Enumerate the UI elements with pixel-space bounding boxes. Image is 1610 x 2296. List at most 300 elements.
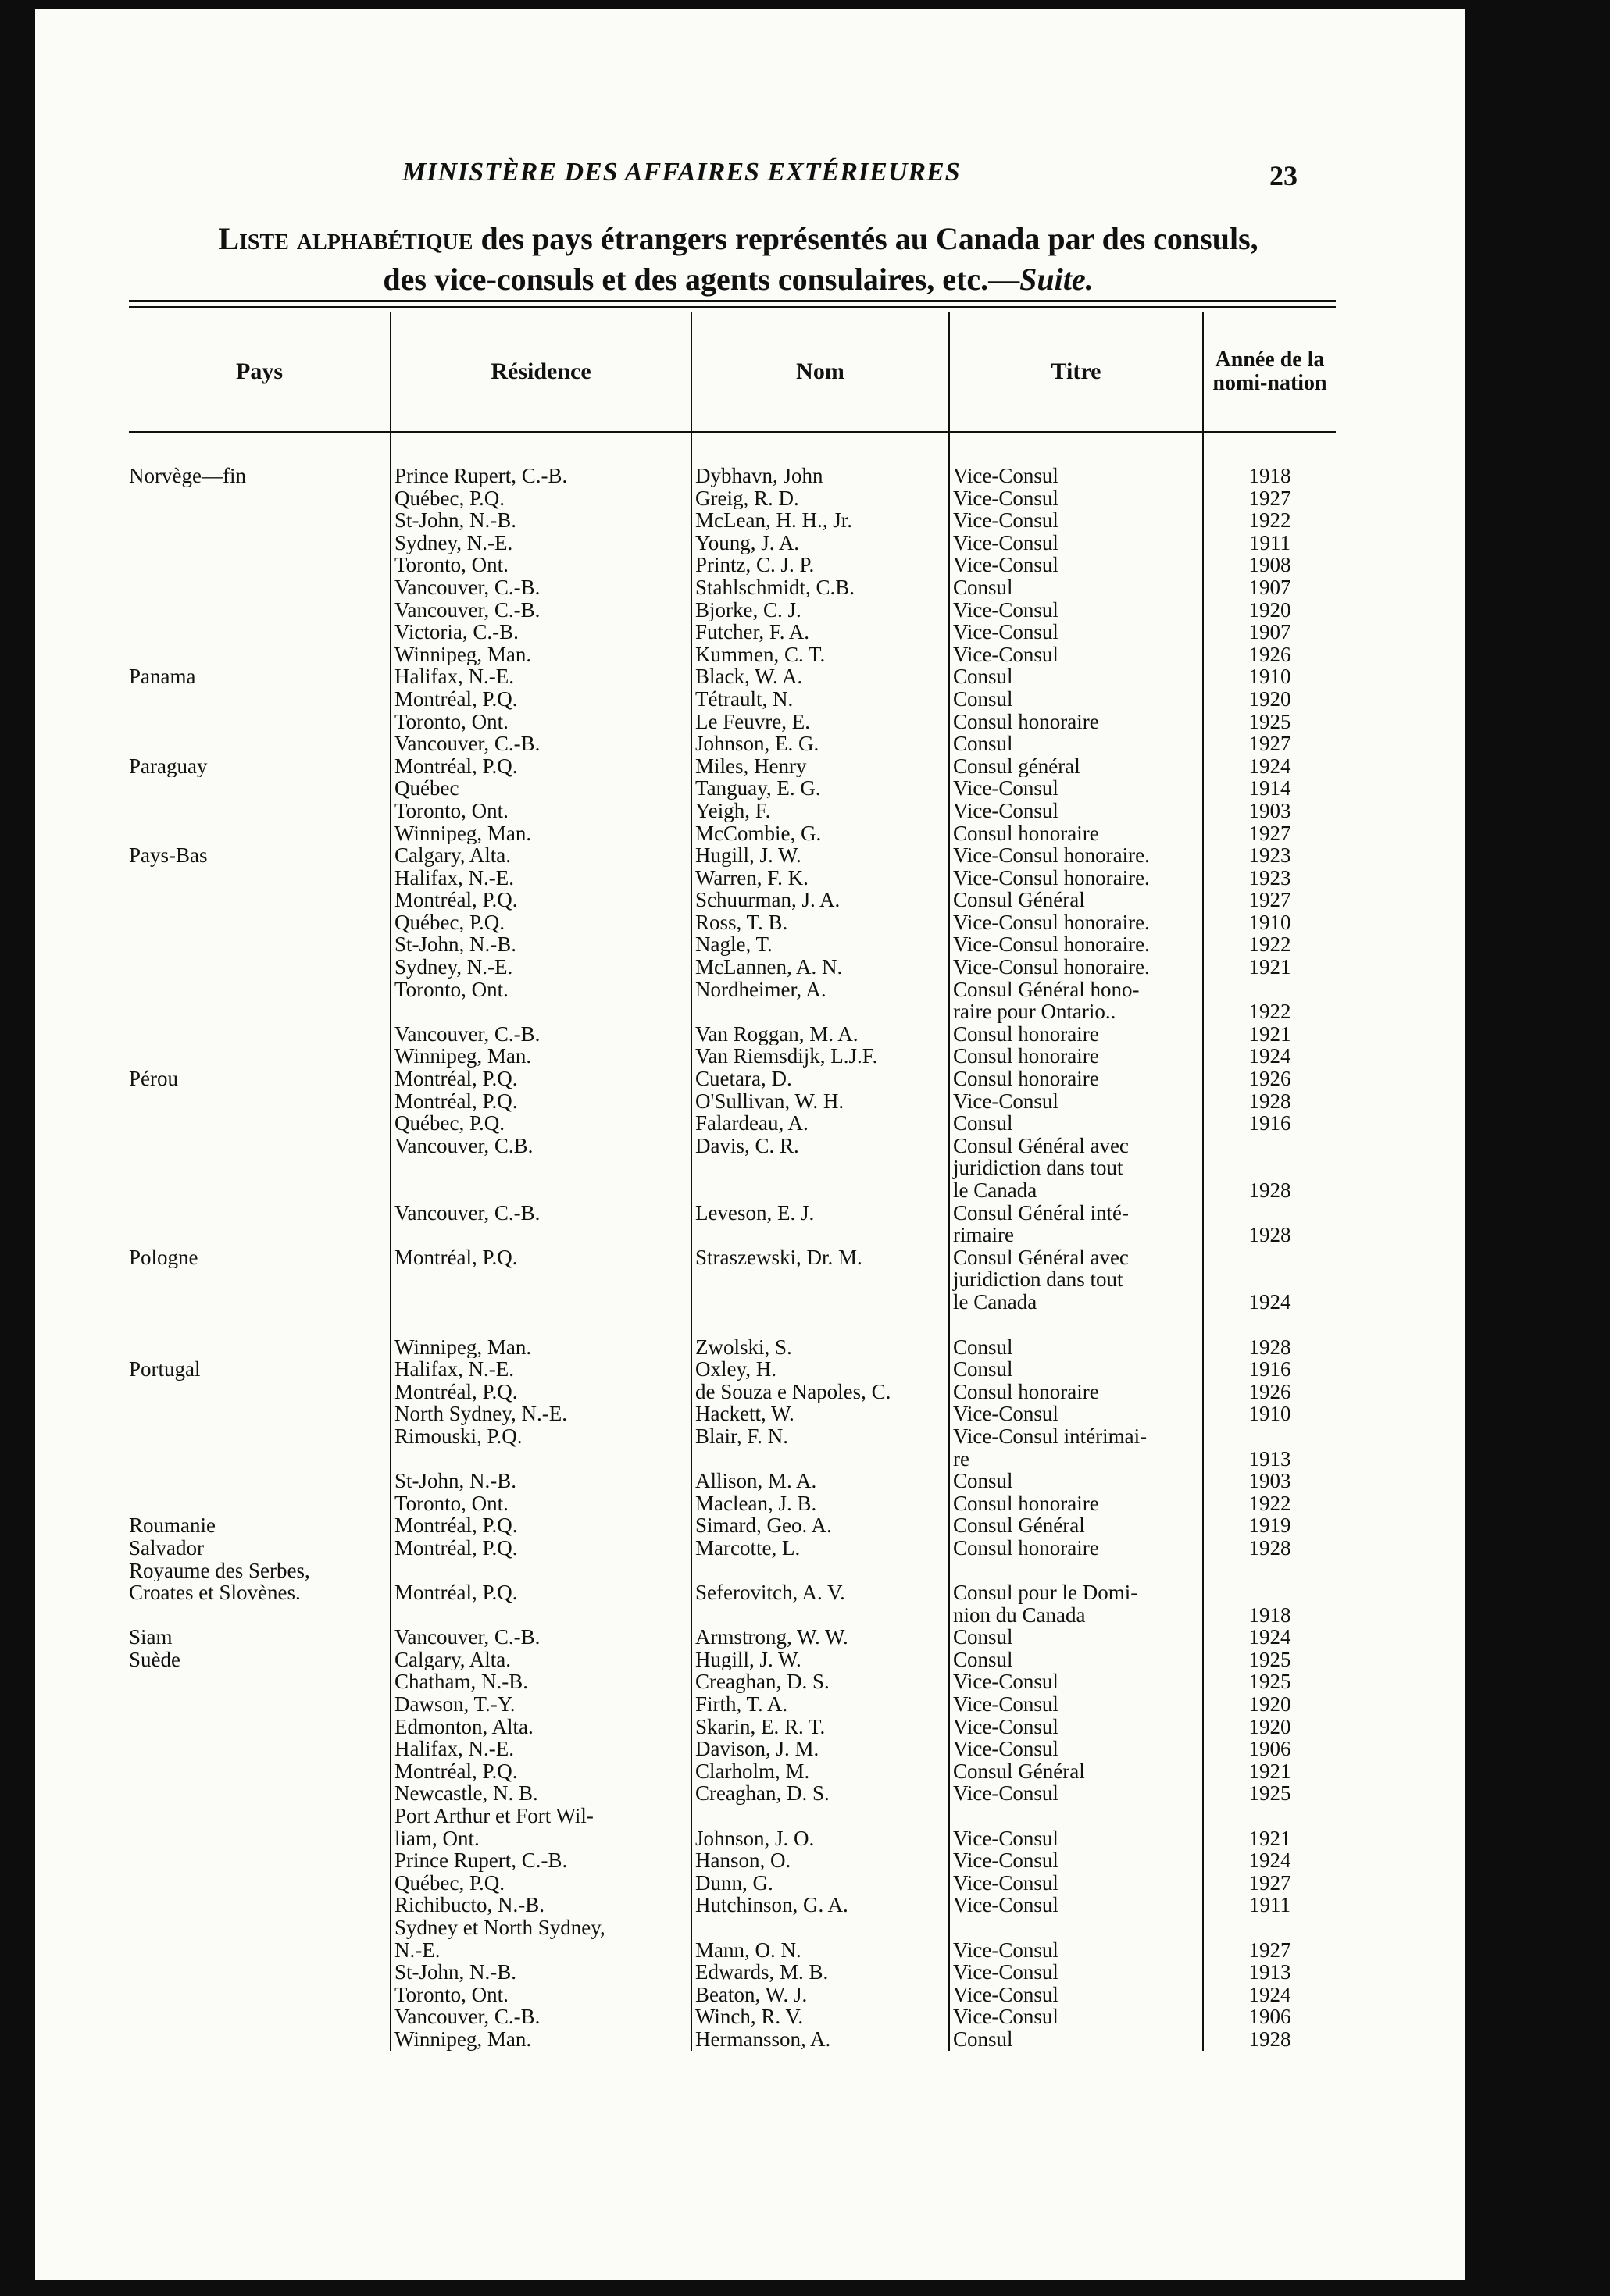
- cell-pays: [129, 1157, 391, 1179]
- cell-residence: Edmonton, Alta.: [391, 1716, 691, 1738]
- cell-titre: Vice-Consul honoraire.: [949, 933, 1203, 956]
- cell-nom: McLannen, A. N.: [691, 956, 949, 979]
- cell-annee: [1203, 1268, 1336, 1291]
- cell-nom: Young, J. A.: [691, 532, 949, 554]
- cell-titre: Vice-Consul: [949, 800, 1203, 822]
- cell-residence: [391, 1291, 691, 1314]
- cell-nom: Marcotte, L.: [691, 1537, 949, 1560]
- table-row: [129, 554, 1336, 576]
- table-row: [129, 1492, 1336, 1515]
- cell-pays: Portugal: [129, 1358, 201, 1381]
- table-row: [129, 755, 1336, 778]
- cell-nom: Yeigh, F.: [691, 800, 949, 822]
- cell-titre: Vice-Consul: [949, 1716, 1203, 1738]
- cell-titre: [949, 1805, 1203, 1827]
- cell-titre: Vice-Consul: [949, 554, 1203, 576]
- cell-pays: [129, 465, 391, 487]
- table-row: [129, 2005, 1336, 2028]
- cell-nom: Hermansson, A.: [691, 2028, 949, 2051]
- cell-titre: Consul: [949, 1336, 1203, 1359]
- cell-nom: Straszewski, Dr. M.: [691, 1246, 949, 1269]
- cell-pays: [129, 777, 391, 800]
- cell-residence: Québec, P.Q.: [391, 1112, 691, 1135]
- cell-annee: [1203, 1425, 1336, 1448]
- table-row: [129, 465, 1336, 487]
- cell-annee: 1913: [1203, 1448, 1336, 1471]
- cell-titre: Consul Général avec: [949, 1246, 1203, 1269]
- cell-titre: Consul Général: [949, 889, 1203, 911]
- cell-pays: [129, 599, 391, 622]
- cell-residence: Toronto, Ont.: [391, 1492, 691, 1515]
- cell-annee: 1907: [1203, 621, 1336, 644]
- cell-nom: Skarin, E. R. T.: [691, 1716, 949, 1738]
- cell-pays: [129, 1760, 391, 1783]
- cell-pays: [129, 979, 391, 1001]
- cell-nom: [691, 1916, 949, 1939]
- cell-titre: Vice-Consul: [949, 1984, 1203, 2006]
- cell-titre: Consul général: [949, 755, 1203, 778]
- cell-residence: St-John, N.-B.: [391, 509, 691, 532]
- cell-titre: Vice-Consul intérimai-: [949, 1425, 1203, 1448]
- cell-titre: Vice-Consul: [949, 487, 1203, 510]
- cell-residence: Halifax, N.-E.: [391, 665, 691, 688]
- cell-nom: Hugill, J. W.: [691, 1649, 949, 1671]
- cell-residence: [391, 1268, 691, 1291]
- cell-pays: [129, 1872, 391, 1895]
- cell-pays: [129, 644, 391, 666]
- cell-titre: Vice-Consul: [949, 1849, 1203, 1872]
- table-row: [129, 979, 1336, 1001]
- cell-residence: Newcastle, N. B.: [391, 1782, 691, 1805]
- cell-residence: Toronto, Ont.: [391, 1984, 691, 2006]
- cell-nom: Mann, O. N.: [691, 1939, 949, 1962]
- cell-annee: 1914: [1203, 777, 1336, 800]
- table-header-row: [129, 312, 1336, 433]
- cell-annee: 1916: [1203, 1358, 1336, 1381]
- cell-annee: [1203, 1805, 1336, 1827]
- cell-nom: Seferovitch, A. V.: [691, 1581, 949, 1604]
- cell-titre: Consul honoraire: [949, 1068, 1203, 1090]
- cell-annee: 1924: [1203, 1291, 1336, 1314]
- cell-titre: Vice-Consul: [949, 1403, 1203, 1425]
- cell-nom: McCombie, G.: [691, 822, 949, 845]
- cell-pays: [129, 956, 391, 979]
- cell-pays: [129, 509, 391, 532]
- cell-titre: Consul Général: [949, 1514, 1203, 1537]
- cell-pays: [129, 1202, 391, 1225]
- cell-residence: Québec, P.Q.: [391, 487, 691, 510]
- cell-annee: 1928: [1203, 2028, 1336, 2051]
- cell-titre: le Canada: [949, 1291, 1203, 1314]
- table-row: [129, 1403, 1336, 1425]
- cell-annee: 1921: [1203, 1827, 1336, 1850]
- cell-annee: 1921: [1203, 956, 1336, 979]
- cell-nom: [691, 1224, 949, 1246]
- cell-pays: [129, 487, 391, 510]
- cell-residence: Toronto, Ont.: [391, 800, 691, 822]
- cell-annee: 1927: [1203, 1872, 1336, 1895]
- cell-nom: [691, 1000, 949, 1023]
- cell-annee: 1924: [1203, 755, 1336, 778]
- table-row: [129, 733, 1336, 755]
- cell-pays: [129, 822, 391, 845]
- cell-nom: Le Feuvre, E.: [691, 711, 949, 733]
- table-row: [129, 1179, 1336, 1202]
- cell-pays: Panama: [129, 665, 196, 688]
- cell-nom: [691, 1805, 949, 1827]
- cell-residence: Montréal, P.Q.: [391, 1581, 691, 1604]
- page-title: [129, 219, 1348, 300]
- cell-pays: Roumanie: [129, 1514, 216, 1537]
- table-row: [129, 621, 1336, 644]
- cell-nom: [691, 1560, 949, 1582]
- cell-nom: Nordheimer, A.: [691, 979, 949, 1001]
- cell-pays: [129, 1670, 391, 1693]
- table-row: [129, 867, 1336, 890]
- table-row: [129, 1202, 1336, 1225]
- cell-nom: Creaghan, D. S.: [691, 1670, 949, 1693]
- cell-residence: liam, Ont.: [391, 1827, 691, 1850]
- table-row: [129, 1649, 1336, 1671]
- cell-nom: Dybhavn, John: [691, 465, 949, 487]
- table-row: [129, 1090, 1336, 1113]
- cell-nom: Armstrong, W. W.: [691, 1626, 949, 1649]
- table-row: [129, 800, 1336, 822]
- cell-titre: Vice-Consul: [949, 1827, 1203, 1850]
- cell-annee: 1906: [1203, 1738, 1336, 1760]
- cell-residence: Montréal, P.Q.: [391, 1068, 691, 1090]
- cell-nom: Oxley, H.: [691, 1358, 949, 1381]
- cell-residence: Vancouver, C.-B.: [391, 2005, 691, 2028]
- table-row: [129, 889, 1336, 911]
- cell-pays: [129, 911, 391, 934]
- cell-nom: [691, 1604, 949, 1627]
- cell-annee: 1928: [1203, 1090, 1336, 1113]
- cell-pays: [129, 1492, 391, 1515]
- cell-titre: Consul Général inté-: [949, 1202, 1203, 1225]
- cell-residence: [391, 1448, 691, 1471]
- cell-annee: 1927: [1203, 1939, 1336, 1962]
- table-row: [129, 576, 1336, 599]
- cell-residence: Montréal, P.Q.: [391, 1760, 691, 1783]
- table-row: [129, 1000, 1336, 1023]
- table-row: [129, 911, 1336, 934]
- cell-residence: Port Arthur et Fort Wil-: [391, 1805, 691, 1827]
- cell-annee: 1928: [1203, 1179, 1336, 1202]
- cell-annee: 1920: [1203, 688, 1336, 711]
- cell-annee: 1928: [1203, 1336, 1336, 1359]
- cell-pays: Pérou: [129, 1068, 178, 1090]
- table-row: [129, 1984, 1336, 2006]
- cell-nom: Van Roggan, M. A.: [691, 1023, 949, 1046]
- cell-pays: Croates et Slovènes.: [129, 1581, 301, 1604]
- cell-pays: [129, 554, 391, 576]
- header-pays: Pays: [129, 312, 391, 433]
- cell-nom: O'Sullivan, W. H.: [691, 1090, 949, 1113]
- cell-annee: 1926: [1203, 1381, 1336, 1403]
- cell-pays: [129, 1425, 391, 1448]
- cell-residence: Montréal, P.Q.: [391, 1381, 691, 1403]
- cell-titre: Consul: [949, 688, 1203, 711]
- cell-annee: 1922: [1203, 933, 1336, 956]
- cell-nom: Johnson, E. G.: [691, 733, 949, 755]
- cell-annee: 1925: [1203, 1782, 1336, 1805]
- cell-annee: 1924: [1203, 1045, 1336, 1068]
- cell-nom: [691, 1179, 949, 1202]
- cell-residence: [391, 1157, 691, 1179]
- cell-pays: [129, 1693, 391, 1716]
- cell-annee: 1910: [1203, 911, 1336, 934]
- cell-residence: [391, 1224, 691, 1246]
- cell-pays: [129, 1805, 391, 1827]
- document-page: [35, 9, 1465, 2280]
- cell-nom: Creaghan, D. S.: [691, 1782, 949, 1805]
- cell-annee: 1925: [1203, 1649, 1336, 1671]
- cell-pays: [129, 1023, 391, 1046]
- cell-residence: Chatham, N.-B.: [391, 1670, 691, 1693]
- cell-titre: Consul Général avec: [949, 1135, 1203, 1157]
- cell-titre: juridiction dans tout: [949, 1157, 1203, 1179]
- cell-residence: Sydney, N.-E.: [391, 956, 691, 979]
- cell-pays: [129, 1849, 391, 1872]
- table-row: [129, 1916, 1336, 1939]
- table-row: [129, 1381, 1336, 1403]
- table-row: [129, 1581, 1336, 1604]
- cell-annee: 1916: [1203, 1112, 1336, 1135]
- cell-residence: St-John, N.-B.: [391, 1961, 691, 1984]
- cell-residence: [391, 1604, 691, 1627]
- cell-titre: rimaire: [949, 1224, 1203, 1246]
- cell-nom: Stahlschmidt, C.B.: [691, 576, 949, 599]
- cell-pays: Pologne: [129, 1246, 198, 1269]
- cell-annee: 1924: [1203, 1984, 1336, 2006]
- cell-residence: Winnipeg, Man.: [391, 1336, 691, 1359]
- cell-pays: [129, 1916, 391, 1939]
- cell-titre: le Canada: [949, 1179, 1203, 1202]
- title-line2: des vice-consuls et des agents consulaires, etc.—: [383, 262, 1020, 297]
- cell-nom: Nagle, T.: [691, 933, 949, 956]
- cell-nom: [691, 1157, 949, 1179]
- cell-pays: [129, 889, 391, 911]
- table-row: [129, 822, 1336, 845]
- table-row: [129, 1135, 1336, 1157]
- cell-pays: [129, 1984, 391, 2006]
- cell-pays: [129, 711, 391, 733]
- table-row: [129, 1068, 1336, 1090]
- cell-annee: [1203, 1202, 1336, 1225]
- header-residence: Résidence: [391, 312, 691, 433]
- cell-titre: Vice-Consul honoraire.: [949, 911, 1203, 934]
- cell-titre: [949, 1916, 1203, 1939]
- table-row: [129, 1716, 1336, 1738]
- cell-pays: [129, 1381, 391, 1403]
- cell-annee: 1918: [1203, 1604, 1336, 1627]
- cell-titre: Vice-Consul: [949, 777, 1203, 800]
- cell-residence: Vancouver, C.-B.: [391, 1023, 691, 1046]
- cell-pays: [129, 1112, 391, 1135]
- cell-pays: [129, 1090, 391, 1113]
- title-smallcaps: Liste alphabétique: [218, 221, 473, 256]
- cell-residence: Winnipeg, Man.: [391, 644, 691, 666]
- cell-pays: [129, 1894, 391, 1916]
- table-row: [129, 1291, 1336, 1314]
- cell-annee: 1903: [1203, 1470, 1336, 1492]
- cell-nom: Futcher, F. A.: [691, 621, 949, 644]
- cell-nom: Hutchinson, G. A.: [691, 1894, 949, 1916]
- cell-residence: Vancouver, C.-B.: [391, 599, 691, 622]
- cell-annee: 1926: [1203, 1068, 1336, 1090]
- cell-titre: Consul honoraire: [949, 711, 1203, 733]
- top-rule-2: [129, 306, 1336, 308]
- table-row: [129, 1045, 1336, 1068]
- cell-titre: Consul honoraire: [949, 1023, 1203, 1046]
- cell-pays: [129, 867, 391, 890]
- cell-residence: Toronto, Ont.: [391, 711, 691, 733]
- cell-titre: Vice-Consul honoraire.: [949, 956, 1203, 979]
- cell-titre: [949, 1560, 1203, 1582]
- cell-residence: N.-E.: [391, 1939, 691, 1962]
- cell-titre: Vice-Consul: [949, 532, 1203, 554]
- cell-annee: 1911: [1203, 532, 1336, 554]
- cell-annee: 1927: [1203, 487, 1336, 510]
- table-row: [129, 1448, 1336, 1471]
- cell-annee: 1903: [1203, 800, 1336, 822]
- table-row: [129, 1560, 1336, 1582]
- cell-pays: [129, 1135, 391, 1157]
- table-row: [129, 956, 1336, 979]
- cell-annee: 1911: [1203, 1894, 1336, 1916]
- cell-annee: 1926: [1203, 644, 1336, 666]
- cell-annee: 1925: [1203, 711, 1336, 733]
- table-row: [129, 1157, 1336, 1179]
- cell-titre: Vice-Consul: [949, 599, 1203, 622]
- cell-titre: Vice-Consul: [949, 621, 1203, 644]
- cell-residence: Richibucto, N.-B.: [391, 1894, 691, 1916]
- cell-nom: Beaton, W. J.: [691, 1984, 949, 2006]
- table-row: [129, 487, 1336, 510]
- cell-annee: [1203, 1135, 1336, 1157]
- cell-nom: Clarholm, M.: [691, 1760, 949, 1783]
- table-row: [129, 1738, 1336, 1760]
- cell-residence: Toronto, Ont.: [391, 554, 691, 576]
- cell-titre: Vice-Consul: [949, 1782, 1203, 1805]
- cell-pays: [129, 1224, 391, 1246]
- table-row: [129, 509, 1336, 532]
- table-row: [129, 1805, 1336, 1827]
- cell-nom: Leveson, E. J.: [691, 1202, 949, 1225]
- cell-nom: Kummen, C. T.: [691, 644, 949, 666]
- cell-residence: Québec: [391, 777, 691, 800]
- cell-nom: Davison, J. M.: [691, 1738, 949, 1760]
- top-rule: [129, 300, 1336, 302]
- cell-titre: Consul: [949, 1112, 1203, 1135]
- cell-pays: [129, 1268, 391, 1291]
- cell-annee: 1927: [1203, 889, 1336, 911]
- table-row: [129, 1268, 1336, 1291]
- cell-pays: [129, 688, 391, 711]
- cell-annee: 1910: [1203, 665, 1336, 688]
- table-row: [129, 1626, 1336, 1649]
- cell-titre: Vice-Consul: [949, 1090, 1203, 1113]
- cell-titre: Vice-Consul honoraire.: [949, 867, 1203, 890]
- cell-residence: Sydney, N.-E.: [391, 532, 691, 554]
- table-row: [129, 933, 1336, 956]
- row-gap: [129, 1314, 1336, 1336]
- running-header: MINISTÈRE DES AFFAIRES EXTÉRIEURES: [402, 158, 961, 187]
- cell-annee: 1928: [1203, 1537, 1336, 1560]
- cell-titre: Vice-Consul: [949, 644, 1203, 666]
- cell-residence: Prince Rupert, C.-B.: [391, 465, 691, 487]
- cell-nom: Printz, C. J. P.: [691, 554, 949, 576]
- cell-pays: [129, 1179, 391, 1202]
- cell-residence: Montréal, P.Q.: [391, 1537, 691, 1560]
- cell-residence: North Sydney, N.-E.: [391, 1403, 691, 1425]
- table-row: [129, 1336, 1336, 1359]
- cell-residence: St-John, N.-B.: [391, 1470, 691, 1492]
- cell-annee: 1918: [1203, 465, 1336, 487]
- cell-pays: [129, 733, 391, 755]
- cell-nom: Firth, T. A.: [691, 1693, 949, 1716]
- cell-nom: Greig, R. D.: [691, 487, 949, 510]
- cell-titre: Vice-Consul: [949, 1894, 1203, 1916]
- cell-nom: Simard, Geo. A.: [691, 1514, 949, 1537]
- cell-annee: 1924: [1203, 1626, 1336, 1649]
- cell-residence: Vancouver, C.-B.: [391, 733, 691, 755]
- cell-annee: 1921: [1203, 1760, 1336, 1783]
- cell-nom: Warren, F. K.: [691, 867, 949, 890]
- table-row: [129, 1827, 1336, 1850]
- cell-annee: [1203, 1246, 1336, 1269]
- cell-pays: [129, 1939, 391, 1962]
- cell-residence: Vancouver, C.-B.: [391, 576, 691, 599]
- cell-residence: Sydney et North Sydney,: [391, 1916, 691, 1939]
- table-row: [129, 1849, 1336, 1872]
- cell-residence: Winnipeg, Man.: [391, 2028, 691, 2051]
- table-row: [129, 844, 1336, 867]
- cell-annee: 1906: [1203, 2005, 1336, 2028]
- cell-titre: Vice-Consul: [949, 1670, 1203, 1693]
- cell-annee: 1910: [1203, 1403, 1336, 1425]
- cell-residence: Vancouver, C.B.: [391, 1135, 691, 1157]
- cell-pays: [129, 1716, 391, 1738]
- table-row: [129, 1112, 1336, 1135]
- table-row: [129, 1470, 1336, 1492]
- cell-titre: Consul: [949, 1626, 1203, 1649]
- cell-annee: 1924: [1203, 1849, 1336, 1872]
- cell-annee: 1920: [1203, 1716, 1336, 1738]
- cell-titre: Consul: [949, 1470, 1203, 1492]
- cell-residence: [391, 1179, 691, 1202]
- cell-nom: Van Riemsdijk, L.J.F.: [691, 1045, 949, 1068]
- cell-pays: [129, 1827, 391, 1850]
- table-row: [129, 1872, 1336, 1895]
- cell-annee: [1203, 1157, 1336, 1179]
- cell-annee: 1908: [1203, 554, 1336, 576]
- cell-titre: Consul: [949, 2028, 1203, 2051]
- table-row: [129, 1514, 1336, 1537]
- cell-residence: Dawson, T.-Y.: [391, 1693, 691, 1716]
- cell-nom: Hugill, J. W.: [691, 844, 949, 867]
- cell-nom: Winch, R. V.: [691, 2005, 949, 2028]
- cell-titre: Consul honoraire: [949, 1492, 1203, 1515]
- cell-titre: Vice-Consul honoraire.: [949, 844, 1203, 867]
- cell-nom: Edwards, M. B.: [691, 1961, 949, 1984]
- cell-residence: Vancouver, C.-B.: [391, 1626, 691, 1649]
- cell-residence: St-John, N.-B.: [391, 933, 691, 956]
- cell-pays: [129, 933, 391, 956]
- cell-pays: [129, 532, 391, 554]
- cell-residence: Montréal, P.Q.: [391, 1090, 691, 1113]
